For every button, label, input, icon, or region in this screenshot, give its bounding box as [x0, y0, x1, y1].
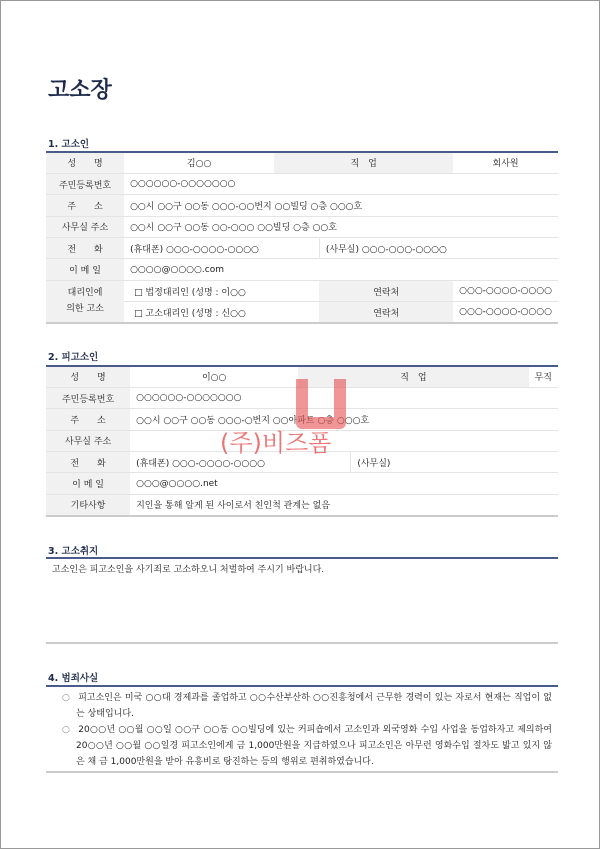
label: 성 명 [46, 152, 124, 173]
label: 사무실 주소 [46, 430, 130, 451]
label [46, 280, 124, 323]
office-address-value: ○○시 ○○구 ○○동 ○○-○○○ ○○빌딩 ○층 ○○호 [124, 216, 558, 237]
fact-item [46, 722, 552, 770]
job-value: 회사원 [453, 152, 558, 173]
bullet-icon: ○ [62, 725, 71, 735]
job-value: 무직 [529, 366, 558, 387]
rrn-value: ○○○○○○-○○○○○○○ [130, 387, 558, 408]
bullet-icon: ○ [62, 693, 71, 703]
label-line: 대리인에 [67, 288, 103, 299]
email-value: ○○○@○○○○.net [130, 473, 558, 494]
complainant-table [46, 151, 558, 324]
section-complainant-heading: 1. 고소인 [48, 139, 90, 150]
fact-text: 20○○년 ○○월 ○○일 ○○구 ○○동 ○○빌딩에 있는 커피숍에서 고소인과 외국영화 수입 사업을 동업하자고 제의하여 20○○년 ○○월 ○○일경 피고소인에게 금 1,000만원을 지급하였으나 피고소인은 아무런 영화수입 절차도 밟고 있지 않은 채 금 1,000만원을 받아 유흥비로 탕진하는 등의 행위로 편취하였습니다. [76, 725, 553, 767]
address-value: ○○시 ○○구 ○○동 ○○○-○번지 ○○아파트 ○층 ○○○호 [130, 409, 558, 430]
contact-value: ○○○-○○○○-○○○○ [453, 280, 558, 301]
email-value: ○○○○@○○○○.com [124, 259, 558, 280]
complaint-agent-checkbox[interactable]: □ 고소대리인 (성명 : 신○○ [124, 302, 319, 323]
label: 주민등록번호 [46, 387, 130, 408]
office-phone-value: (사무실) ○○○-○○○-○○○○ [319, 238, 558, 259]
label: 성 명 [46, 366, 130, 387]
section-facts-heading: 4. 범죄사실 [48, 673, 99, 684]
label: 주 소 [46, 409, 130, 430]
label: 연락처 [319, 280, 453, 301]
section-accused-heading: 2. 피고소인 [48, 352, 99, 363]
etc-value: 지인을 통해 알게 된 사이로서 친인척 관계는 없음 [130, 494, 558, 515]
section-purpose-heading: 3. 고소취지 [48, 546, 99, 557]
contact-value: ○○○-○○○○-○○○○ [453, 302, 558, 323]
label: 이 메 일 [46, 259, 124, 280]
label: 전 화 [46, 452, 130, 473]
name-value: 김○○ [124, 152, 274, 173]
legal-agent-checkbox[interactable]: □ 법정대리인 (성명 : 이○○ [124, 280, 319, 301]
address-value: ○○시 ○○구 ○○동 ○○○-○○번지 ○○빌딩 ○층 ○○○호 [124, 195, 558, 216]
fact-text: 피고소인은 미국 ○○대 경제과를 졸업하고 ○○수산부산하 ○○진흥청에서 근무한 경력이 있는 자로서 현재는 직업이 없는 상태입니다. [76, 693, 552, 719]
rrn-value: ○○○○○○-○○○○○○○ [124, 173, 558, 194]
purpose-text: 고소인은 피고소인을 사기죄로 고소하오니 처벌하여 주시기 바랍니다. [52, 565, 325, 575]
label: 연락처 [319, 302, 453, 323]
document-title: 고소장 [48, 78, 112, 103]
label: 직 업 [298, 366, 528, 387]
label-line: 의한 고소 [66, 304, 104, 315]
mobile-value: (휴대폰) ○○○-○○○○-○○○○ [124, 238, 319, 259]
name-value: 이○○ [130, 366, 298, 387]
label: 전 화 [46, 238, 124, 259]
mobile-value: (휴대폰) ○○○-○○○○-○○○○ [130, 452, 351, 473]
purpose-box [46, 557, 558, 644]
office-address-value [130, 430, 558, 451]
watermark-text: (주)비즈폼 [220, 429, 332, 457]
facts-box [46, 685, 558, 773]
label: 사무실 주소 [46, 216, 124, 237]
label: 이 메 일 [46, 473, 130, 494]
fact-item [46, 690, 552, 722]
label: 주민등록번호 [46, 173, 124, 194]
label: 기타사항 [46, 494, 130, 515]
label: 직 업 [274, 152, 453, 173]
accused-table [46, 365, 558, 517]
office-phone-value: (사무실) [351, 452, 558, 473]
label: 주 소 [46, 195, 124, 216]
